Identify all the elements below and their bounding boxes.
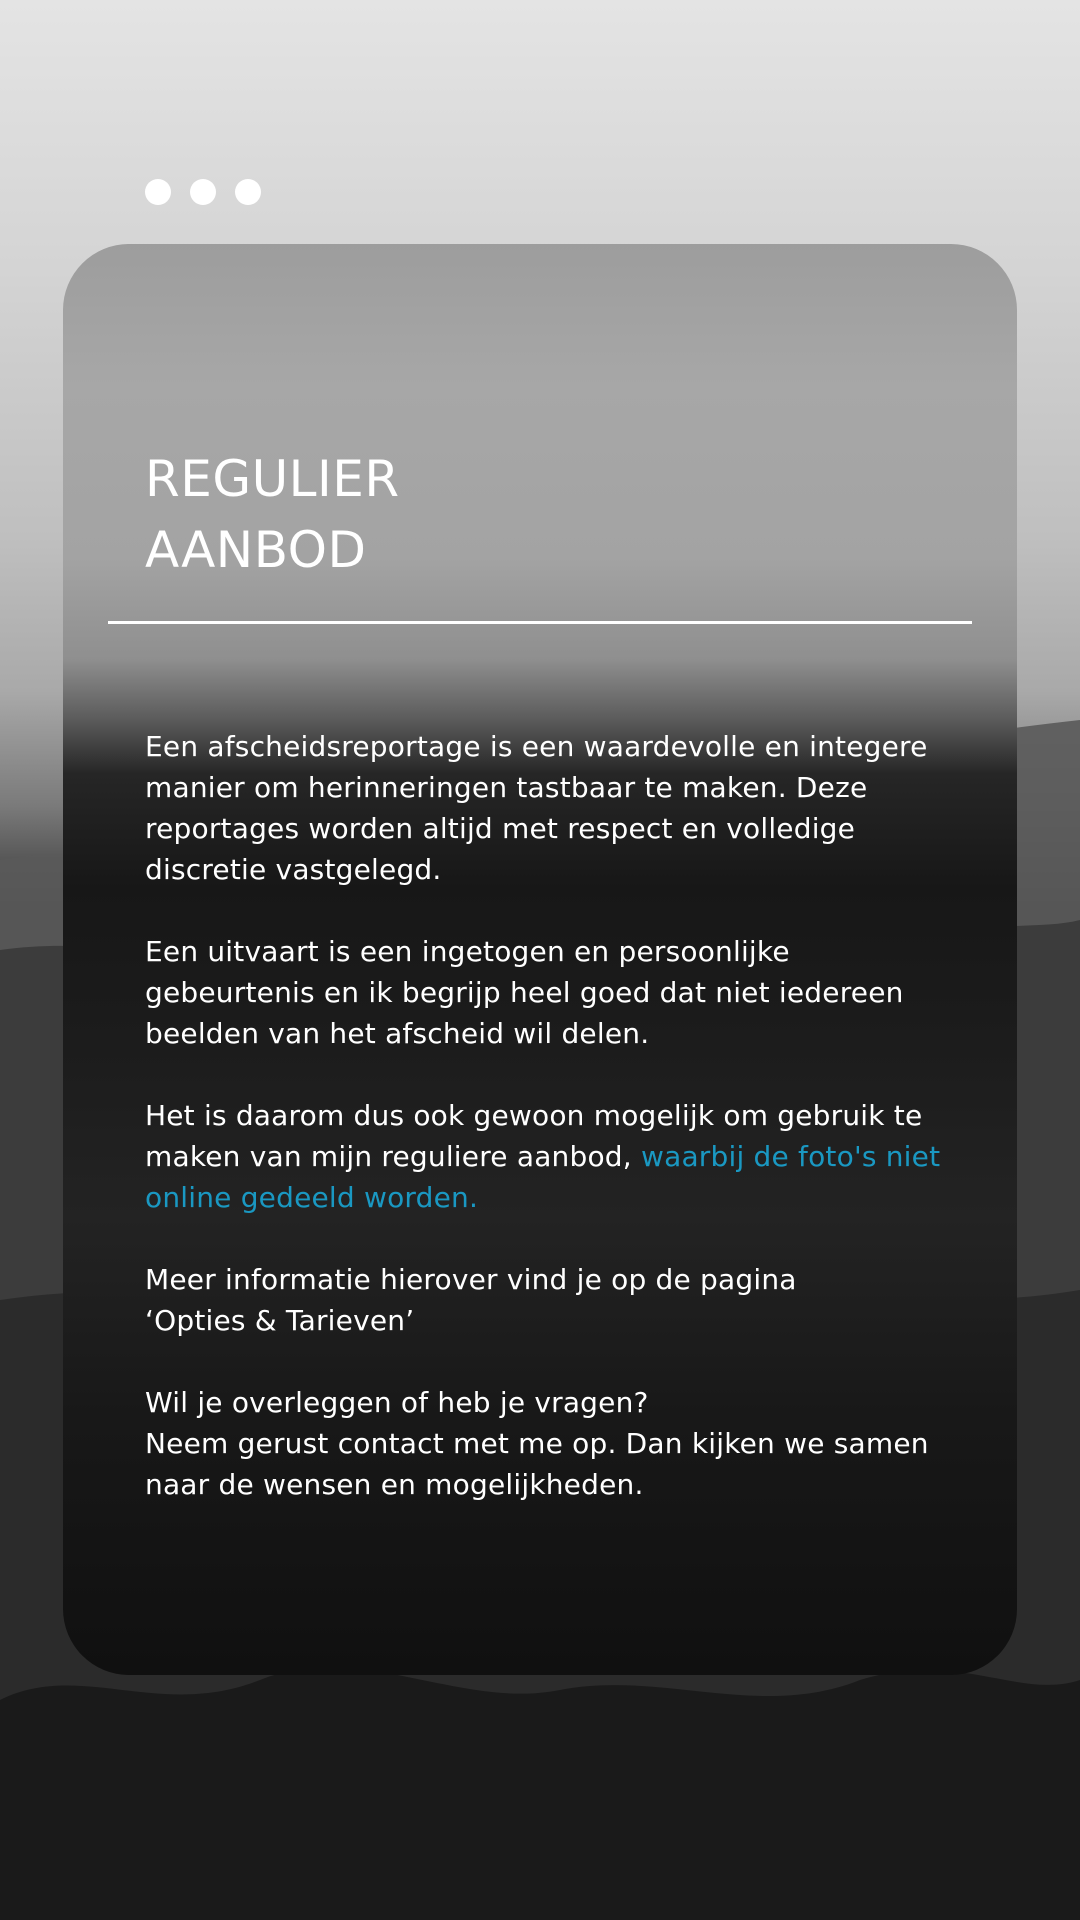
paragraph-contact — [145, 1382, 945, 1505]
window-dot-1 — [145, 179, 171, 205]
foreground-trees — [0, 1667, 1080, 1920]
window-dot-2 — [190, 179, 216, 205]
paragraph-intro: Een afscheidsreportage is een waardevolle en integere manier om herinneringen tastbaar te maken. Deze reportages worden altijd met respect en volledige discretie vastgelegd. — [145, 730, 928, 886]
opties-tarieven-reference: ‘Opties & Tarieven’ — [145, 1304, 415, 1337]
contact-question: Wil je overleggen of heb je vragen? — [145, 1386, 649, 1419]
meer-info-line: Meer informatie hierover vind je op de pagina — [145, 1263, 797, 1296]
paragraph-regulier — [145, 1095, 945, 1218]
card-title — [145, 444, 400, 586]
info-card — [63, 244, 1017, 1675]
paragraph-meer-info — [145, 1259, 945, 1341]
paragraph-uitvaart: Een uitvaart is een ingetogen en persoonlijke gebeurtenis en ik begrijp heel goed dat niet iedereen beelden van het afscheid wil delen. — [145, 935, 904, 1050]
card-title-line-2: AANBOD — [145, 521, 367, 579]
title-divider — [108, 621, 972, 624]
paragraph-regulier-text: Het is daarom dus ook gewoon mogelijk om gebruik te maken van mijn reguliere aanbod, — [145, 1099, 923, 1173]
contact-invitation: Neem gerust contact met me op. Dan kijken we samen naar de wensen en mogelijkheden. — [145, 1427, 929, 1501]
window-controls — [145, 179, 261, 205]
card-title-line-1: REGULIER — [145, 450, 400, 508]
no-online-sharing-link[interactable]: waarbij de foto's niet online gedeeld worden. — [145, 1140, 941, 1214]
card-body — [145, 726, 945, 1505]
window-dot-3 — [235, 179, 261, 205]
